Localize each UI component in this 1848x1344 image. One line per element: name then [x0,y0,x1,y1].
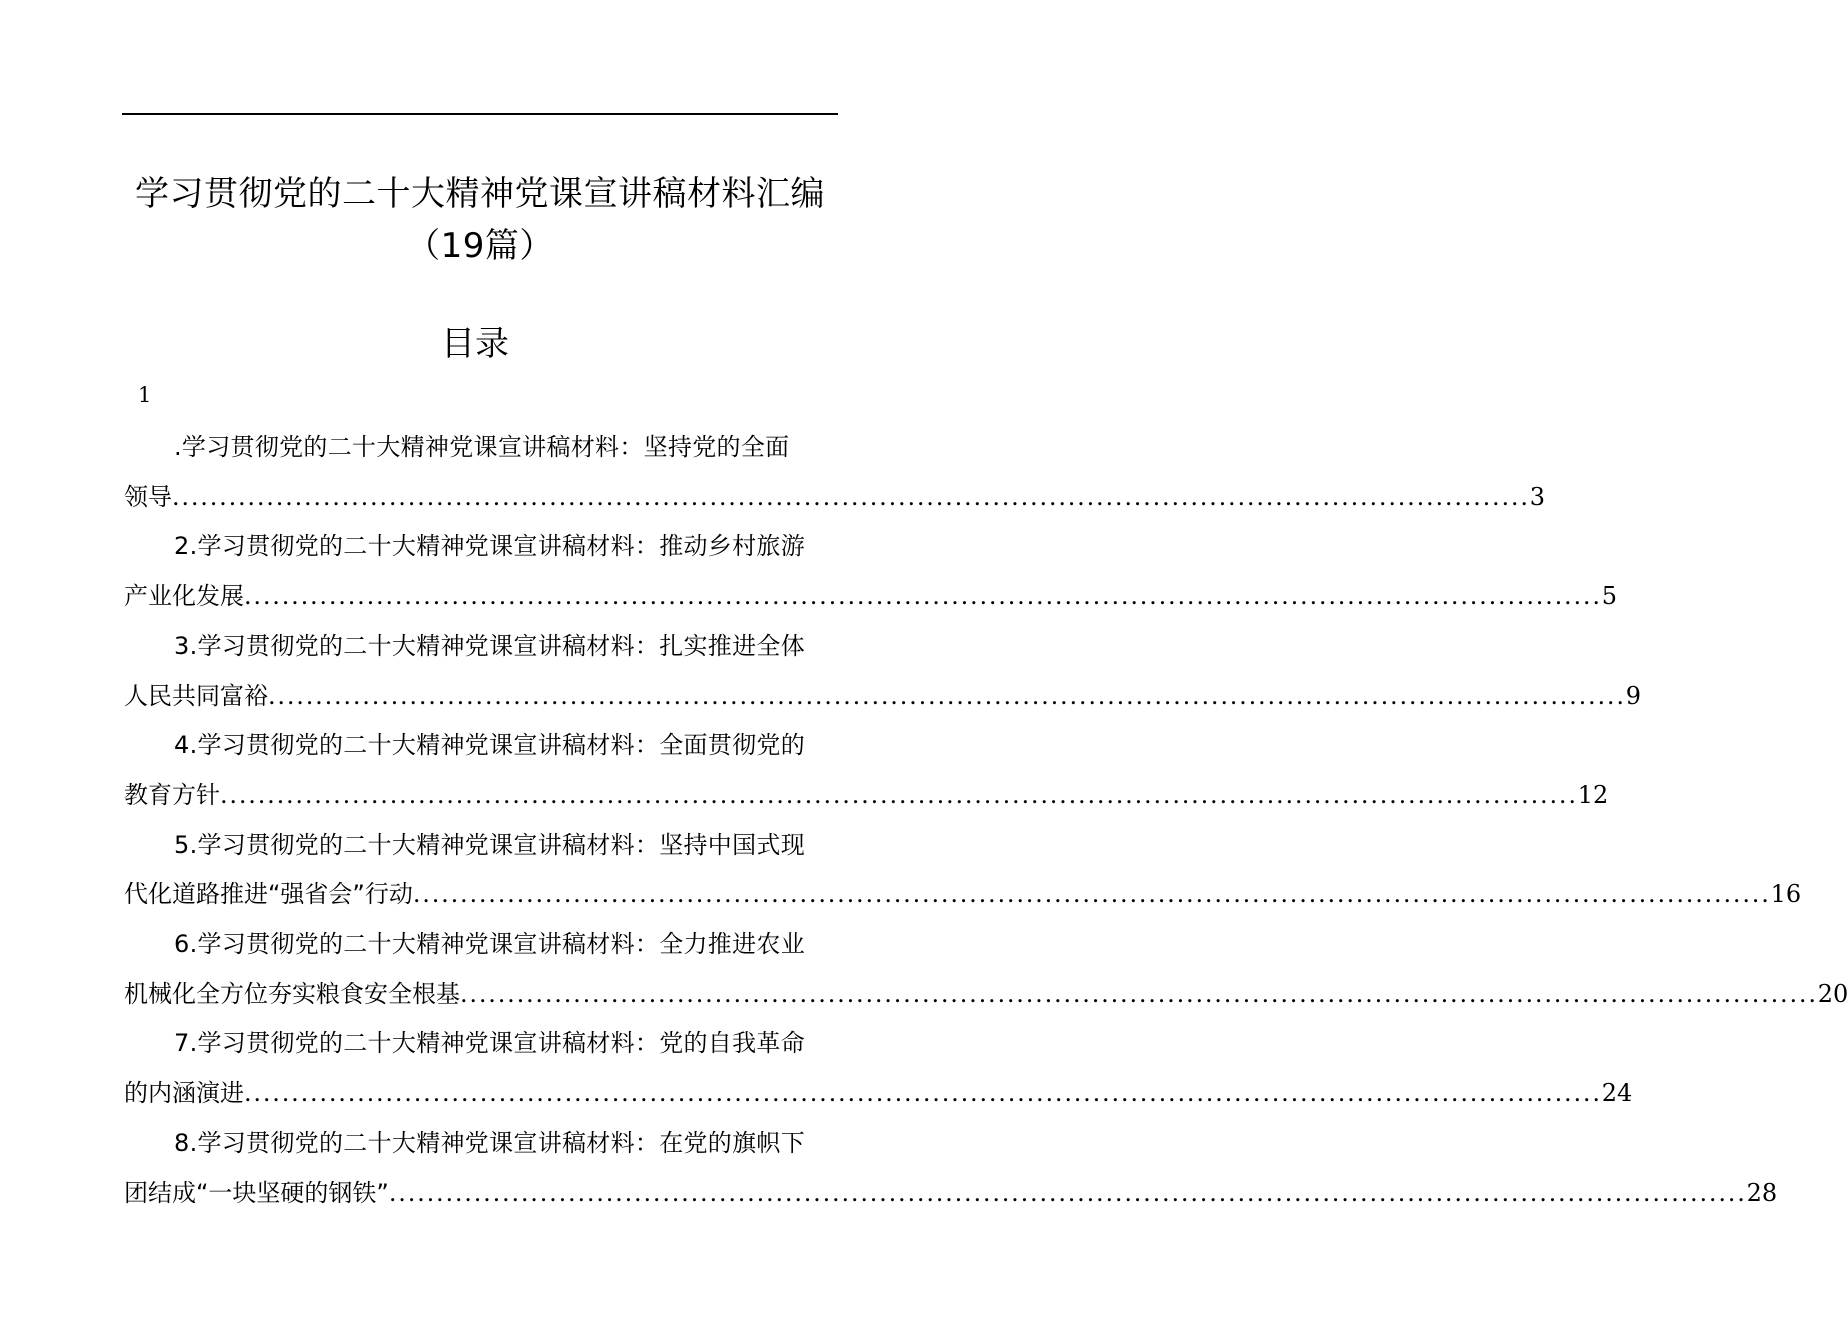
toc-page-number: 5 [1601,582,1618,611]
toc-leader-dots: ................................................................................................................................................ [172,482,1530,511]
toc-entry-title-cont: 人民共同富裕 [124,681,268,710]
toc-heading: 目录 [441,324,509,364]
toc-entry-title-cont: 领导 [124,482,172,511]
toc-leader-dots: ................................................................................................................................................ [388,1178,1747,1207]
toc-entry-title-cont: 团结成“一块坚硬的钢铁” [124,1178,389,1207]
toc-entry-title: .学习贯彻党的二十大精神党课宣讲稿材料：坚持党的全面 [174,433,790,461]
toc-entry-title: 8.学习贯彻党的二十大精神党课宣讲稿材料：在党的旗帜下 [174,1128,805,1157]
toc-page-number: 9 [1625,681,1642,710]
document-title: 学习贯彻党的二十大精神党课宣讲稿材料汇编 [135,174,825,214]
toc-entry-title: 7.学习贯彻党的二十大精神党课宣讲稿材料：党的自我革命 [174,1029,805,1058]
toc-entry-title: 6.学习贯彻党的二十大精神党课宣讲稿材料：全力推进农业 [174,930,805,959]
table-of-contents [124,423,1848,1218]
stray-number: 1 [138,383,152,407]
toc-entry[interactable] [124,721,1609,820]
toc-entry-title: 4.学习贯彻党的二十大精神党课宣讲稿材料：全面贯彻党的 [174,731,805,760]
toc-entry-title-cont: 机械化全方位夯实粮食安全根基 [124,979,460,1008]
toc-entry-title-cont: 的内涵演进 [124,1079,244,1108]
toc-entry-title-cont: 代化道路推进“强省会”行动 [124,880,413,909]
header-rule [122,113,838,115]
toc-leader-dots: ................................................................................................................................................ [412,880,1771,909]
toc-entry[interactable] [124,622,1642,721]
toc-page-number: 12 [1577,780,1609,809]
toc-page-number: 3 [1529,482,1546,511]
toc-page-number: 16 [1770,880,1802,909]
toc-leader-dots: ................................................................................................................................................ [460,979,1818,1008]
toc-entry-title-cont: 教育方针 [124,780,220,809]
toc-entry[interactable] [124,821,1802,920]
toc-entry-title: 5.学习贯彻党的二十大精神党课宣讲稿材料：坚持中国式现 [174,830,805,859]
toc-entry[interactable] [124,1019,1633,1118]
toc-entry-title: 2.学习贯彻党的二十大精神党课宣讲稿材料：推动乡村旅游 [174,532,805,561]
toc-entry[interactable] [124,423,1546,522]
toc-entry[interactable] [124,920,1848,1019]
toc-page-number: 28 [1746,1178,1778,1207]
toc-entry-title: 3.学习贯彻党的二十大精神党课宣讲稿材料：扎实推进全体 [174,631,805,660]
toc-leader-dots: ................................................................................................................................................ [268,681,1626,710]
toc-page-number: 24 [1601,1079,1633,1108]
toc-page-number: 20 [1817,979,1848,1008]
toc-leader-dots: ................................................................................................................................................ [244,582,1602,611]
toc-entry[interactable] [124,522,1618,621]
document-title-count: （19篇） [406,226,554,266]
toc-leader-dots: ................................................................................................................................................ [244,1079,1602,1108]
toc-entry-title-cont: 产业化发展 [124,582,244,611]
toc-entry[interactable] [124,1119,1778,1218]
toc-leader-dots: ................................................................................................................................................ [220,780,1578,809]
